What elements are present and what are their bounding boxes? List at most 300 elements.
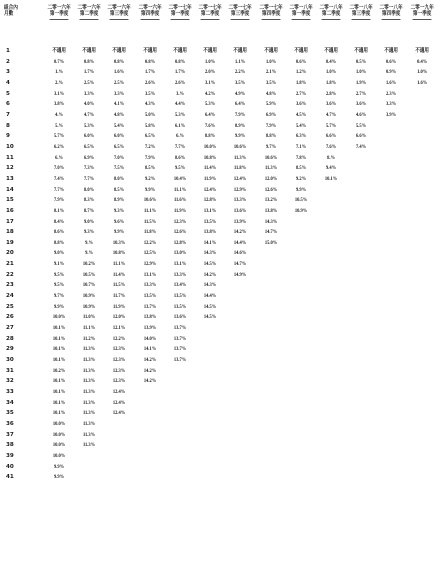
rate-cell bbox=[289, 344, 314, 355]
rate-cell: 4.8% bbox=[114, 111, 125, 118]
rate-cell bbox=[379, 419, 404, 430]
rate-cell: 9.9% bbox=[144, 186, 155, 193]
rate-cell bbox=[409, 398, 434, 409]
rate-cell: 8.8% bbox=[265, 133, 276, 140]
rate-cell bbox=[289, 408, 314, 419]
rate-cell bbox=[258, 259, 283, 270]
month-number-cell: 37 bbox=[6, 431, 14, 438]
month-number-cell: 15 bbox=[6, 197, 14, 204]
rate-cell: 14.3% bbox=[264, 218, 277, 225]
quarter-season-label bbox=[288, 11, 314, 19]
rate-cell: 5.0% bbox=[144, 111, 155, 118]
table-row bbox=[4, 323, 437, 334]
rate-cell: 7.0% bbox=[114, 154, 125, 161]
rate-cell bbox=[349, 153, 374, 164]
rate-cell: 13.4% bbox=[173, 282, 187, 289]
rate-cell: 9.9% bbox=[53, 303, 65, 310]
rate-cell: 9.0% bbox=[84, 218, 95, 225]
rate-cell bbox=[289, 430, 314, 441]
quarter-column-header bbox=[288, 5, 314, 29]
rate-cell: 3.3% bbox=[84, 90, 95, 97]
rate-cell bbox=[379, 334, 404, 345]
rate-cell: 6.0% bbox=[114, 133, 125, 140]
rate-cell bbox=[379, 451, 404, 462]
rate-cell bbox=[319, 430, 344, 441]
rate-cell: 4.3% bbox=[144, 101, 155, 108]
rate-cell bbox=[379, 227, 404, 238]
rate-cell bbox=[289, 291, 314, 302]
rate-cell: 11.5% bbox=[113, 282, 126, 289]
quarter-season-label bbox=[137, 11, 163, 19]
vintage-delinquency-table bbox=[4, 5, 437, 483]
rate-cell: 11.3% bbox=[83, 399, 96, 406]
month-number-cell: 30 bbox=[6, 357, 14, 364]
rate-cell: 12.3% bbox=[113, 346, 126, 353]
rate-cell: 13.5% bbox=[203, 218, 217, 225]
rate-cell: 13.9% bbox=[143, 325, 156, 332]
rate-cell bbox=[77, 462, 102, 473]
month-number-cell: 35 bbox=[6, 410, 14, 417]
rate-cell bbox=[379, 302, 404, 313]
rate-cell: 9.3% bbox=[114, 207, 125, 214]
rate-cell: 7.3% bbox=[84, 165, 95, 172]
rate-cell bbox=[228, 472, 253, 483]
rate-cell: 9.2% bbox=[144, 175, 155, 182]
rate-cell bbox=[228, 451, 253, 462]
rate-cell: 13.8% bbox=[203, 229, 217, 236]
rate-cell: 7.2% bbox=[144, 143, 155, 150]
rate-cell bbox=[379, 344, 404, 355]
rate-cell: 10.1% bbox=[52, 389, 66, 395]
quarter-column-header bbox=[379, 5, 405, 29]
rate-cell: 12.8% bbox=[173, 239, 187, 246]
rate-cell: 13.6% bbox=[234, 207, 247, 214]
table-row bbox=[4, 419, 437, 430]
rate-cell bbox=[319, 185, 344, 196]
rate-cell: 13.6% bbox=[173, 314, 187, 321]
rate-cell: 13.1% bbox=[143, 271, 156, 278]
rate-cell: 11.3% bbox=[83, 357, 96, 364]
rate-cell: 3.3% bbox=[386, 101, 397, 108]
month-number-cell: 2 bbox=[6, 58, 10, 65]
rate-cell: 9.9% bbox=[114, 229, 125, 236]
rate-cell: 9.7% bbox=[265, 143, 276, 150]
rate-cell bbox=[258, 387, 283, 398]
rate-cell: 14.5% bbox=[203, 261, 217, 268]
rate-cell bbox=[409, 227, 434, 238]
rate-cell bbox=[319, 472, 344, 483]
rate-cell bbox=[258, 430, 283, 441]
month-number-cell: 5 bbox=[6, 90, 10, 97]
month-header-line-2: 月數 bbox=[4, 11, 14, 18]
rate-cell: 10.7% bbox=[83, 282, 96, 289]
rate-cell bbox=[107, 462, 132, 473]
rate-cell: 6.5% bbox=[114, 143, 125, 150]
rate-cell: 10.4% bbox=[173, 175, 187, 182]
rate-cell bbox=[319, 462, 344, 473]
rate-cell: 6.9% bbox=[84, 154, 95, 161]
rate-cell: 13.3% bbox=[143, 282, 156, 289]
rate-cell: 15.0% bbox=[264, 239, 277, 246]
rate-cell: 0.4% bbox=[416, 58, 427, 65]
rate-cell: 4.2% bbox=[205, 90, 216, 97]
rate-cell bbox=[258, 270, 283, 281]
rate-cell bbox=[289, 366, 314, 377]
quarter-season-text: 第二季度 bbox=[80, 11, 99, 19]
quarter-year-label: 二零一七年 bbox=[198, 5, 222, 11]
rate-cell: 9.5% bbox=[53, 282, 65, 289]
table-row bbox=[4, 195, 437, 206]
table-row bbox=[4, 99, 437, 110]
rate-cell: 14.3% bbox=[203, 250, 217, 257]
rate-cell: 4.% bbox=[55, 111, 63, 118]
rate-cell: 2.7% bbox=[295, 90, 306, 97]
rate-cell: 11.3% bbox=[83, 367, 96, 374]
month-number-cell: 41 bbox=[6, 474, 14, 481]
rate-cell: 7.4% bbox=[53, 175, 65, 182]
rate-cell: 12.9% bbox=[143, 261, 156, 268]
rate-cell bbox=[409, 344, 434, 355]
rate-cell bbox=[258, 462, 283, 473]
rate-cell bbox=[379, 387, 404, 398]
rate-cell: 2.0% bbox=[205, 69, 216, 76]
rate-cell bbox=[319, 376, 344, 387]
rate-cell bbox=[137, 440, 162, 451]
rate-cell bbox=[379, 440, 404, 451]
rate-cell: 1.6% bbox=[416, 79, 427, 86]
rate-cell: 1.1% bbox=[235, 58, 246, 65]
rate-cell: 13.7% bbox=[173, 346, 187, 353]
month-number-cell: 32 bbox=[6, 378, 14, 385]
rate-cell: 4.9% bbox=[235, 90, 246, 97]
rate-cell bbox=[198, 344, 223, 355]
rate-cell bbox=[319, 195, 344, 206]
quarter-season-label bbox=[167, 11, 193, 19]
rate-cell: 12.8% bbox=[203, 197, 217, 204]
rate-cell: 14.2% bbox=[143, 367, 156, 374]
rate-cell: 10.1% bbox=[324, 175, 338, 182]
rate-cell bbox=[198, 451, 223, 462]
rate-cell bbox=[137, 472, 162, 483]
rate-cell: 不適用 bbox=[324, 48, 338, 54]
rate-cell: 10.9% bbox=[83, 293, 96, 300]
rate-cell: 0.5% bbox=[356, 58, 367, 65]
rate-cell: 12.5% bbox=[143, 250, 156, 257]
rate-cell bbox=[379, 217, 404, 228]
quarter-column-header bbox=[137, 5, 163, 29]
rate-cell bbox=[349, 419, 374, 430]
rate-cell: 5.8% bbox=[144, 122, 155, 129]
month-number-cell: 23 bbox=[6, 282, 14, 289]
rate-cell: 11.9% bbox=[204, 175, 217, 182]
rate-cell bbox=[409, 419, 434, 430]
rate-cell: 14.1% bbox=[143, 346, 156, 353]
rate-cell: 9.% bbox=[85, 250, 94, 257]
quarter-season-label bbox=[106, 11, 132, 19]
rate-cell: 1.% bbox=[55, 69, 63, 76]
rate-cell: 12.6% bbox=[173, 229, 187, 236]
rate-cell: 0.8% bbox=[144, 58, 155, 65]
rate-cell bbox=[289, 462, 314, 473]
rate-cell bbox=[258, 440, 283, 451]
rate-cell: 2.6% bbox=[144, 79, 155, 86]
rate-cell bbox=[379, 163, 404, 174]
rate-cell: 12.1% bbox=[113, 325, 126, 332]
table-row bbox=[4, 270, 437, 281]
rate-cell bbox=[319, 344, 344, 355]
quarter-column-header bbox=[258, 5, 284, 29]
rate-cell: 3.8% bbox=[53, 101, 65, 108]
rate-cell bbox=[409, 270, 434, 281]
rate-cell bbox=[409, 302, 434, 313]
rate-cell: 9.% bbox=[85, 239, 94, 246]
rate-cell: 0.6% bbox=[295, 58, 306, 65]
rate-cell bbox=[379, 312, 404, 323]
rate-cell: 1.0% bbox=[416, 69, 427, 76]
rate-cell: 1.7% bbox=[144, 69, 155, 76]
table-row bbox=[4, 291, 437, 302]
rate-cell: 4.4% bbox=[174, 101, 186, 108]
rate-cell: 0.4% bbox=[326, 58, 337, 65]
rate-cell bbox=[289, 227, 314, 238]
rate-cell: 3.3% bbox=[114, 90, 125, 97]
table-row bbox=[4, 376, 437, 387]
rate-cell bbox=[289, 302, 314, 313]
table-row bbox=[4, 57, 437, 68]
rate-cell: 14.4% bbox=[203, 293, 217, 300]
rate-cell: 14.2% bbox=[203, 271, 217, 278]
rate-cell bbox=[319, 419, 344, 430]
rate-cell: 0.9% bbox=[386, 69, 397, 76]
rate-cell bbox=[349, 227, 374, 238]
rate-cell bbox=[379, 270, 404, 281]
rate-cell: 12.3% bbox=[113, 378, 126, 385]
rate-cell bbox=[319, 312, 344, 323]
rate-cell: 8.5% bbox=[144, 165, 155, 172]
rate-cell: 7.4% bbox=[356, 143, 367, 150]
rate-cell bbox=[289, 217, 314, 228]
rate-cell bbox=[349, 355, 374, 366]
rate-cell bbox=[409, 355, 434, 366]
rate-cell: 14.0% bbox=[143, 335, 156, 342]
rate-cell: 7.7% bbox=[53, 186, 65, 193]
month-number-cell: 8 bbox=[6, 122, 10, 129]
table-row bbox=[4, 334, 437, 345]
rate-cell: 11.1% bbox=[83, 325, 96, 332]
rate-cell: 6.0% bbox=[84, 133, 95, 140]
rate-cell bbox=[349, 472, 374, 483]
rate-cell: 7.7% bbox=[174, 143, 186, 150]
table-row bbox=[4, 67, 437, 78]
table-row bbox=[4, 430, 437, 441]
rate-cell bbox=[349, 430, 374, 441]
rate-cell: 12.4% bbox=[203, 186, 217, 193]
table-row bbox=[4, 280, 437, 291]
rate-cell: 8.5% bbox=[295, 165, 306, 172]
rate-cell: 1.0% bbox=[205, 58, 216, 65]
rate-cell bbox=[409, 99, 434, 110]
rate-cell: 3.6% bbox=[356, 101, 367, 108]
rate-cell bbox=[137, 451, 162, 462]
rate-cell: 4.7% bbox=[326, 111, 337, 118]
rate-cell bbox=[319, 355, 344, 366]
rate-cell: 1.7% bbox=[174, 69, 186, 76]
rate-cell bbox=[168, 366, 193, 377]
rate-cell bbox=[409, 280, 434, 291]
rate-cell: 不適用 bbox=[52, 48, 66, 54]
rate-cell: 8.8% bbox=[205, 133, 216, 140]
month-number-cell: 14 bbox=[6, 186, 14, 193]
rate-cell: 10.1% bbox=[52, 399, 66, 406]
rate-cell: 13.1% bbox=[173, 261, 187, 268]
rate-cell: 6.4% bbox=[205, 111, 216, 118]
rate-cell: 不適用 bbox=[354, 48, 369, 54]
rate-cell bbox=[228, 387, 253, 398]
rate-cell bbox=[319, 248, 344, 259]
rate-cell: 5.3% bbox=[205, 101, 216, 108]
rate-cell bbox=[289, 259, 314, 270]
rate-cell bbox=[168, 387, 193, 398]
rate-cell bbox=[409, 195, 434, 206]
rate-cell: 不適用 bbox=[173, 48, 187, 54]
rate-cell: 13.3% bbox=[234, 197, 247, 204]
rate-cell: 4.1% bbox=[114, 101, 125, 108]
rate-cell: 10.2% bbox=[52, 367, 66, 374]
table-row bbox=[4, 408, 437, 419]
rate-cell: 8.6% bbox=[174, 154, 186, 161]
rate-cell bbox=[379, 398, 404, 409]
rate-cell bbox=[379, 376, 404, 387]
rate-cell: 10.1% bbox=[52, 410, 66, 417]
rate-cell: 9.5% bbox=[174, 165, 186, 172]
table-row bbox=[4, 163, 437, 174]
rate-cell bbox=[409, 217, 434, 228]
rate-cell bbox=[349, 323, 374, 334]
rate-cell: 11.8% bbox=[234, 165, 247, 172]
rate-cell: 11.9% bbox=[173, 207, 187, 214]
rate-cell bbox=[289, 280, 314, 291]
rate-cell bbox=[258, 366, 283, 377]
quarter-column-header bbox=[409, 5, 435, 29]
rate-cell: 9.0% bbox=[53, 250, 65, 257]
quarter-year-label: 二零一六年 bbox=[107, 5, 132, 11]
rate-cell: 7.7% bbox=[84, 175, 95, 182]
rate-cell bbox=[349, 163, 374, 174]
rate-cell: 2.7% bbox=[356, 90, 367, 97]
rate-cell: 12.6% bbox=[264, 186, 277, 193]
month-number-cell: 16 bbox=[6, 207, 14, 214]
rate-cell bbox=[107, 430, 132, 441]
rate-cell: 9.4% bbox=[326, 165, 337, 172]
rate-cell bbox=[168, 408, 193, 419]
quarter-year-label: 二零一九年 bbox=[410, 5, 434, 11]
rate-cell bbox=[198, 355, 223, 366]
table-row bbox=[4, 344, 437, 355]
rate-cell bbox=[289, 238, 314, 249]
rate-cell bbox=[258, 334, 283, 345]
rate-cell: 11.3% bbox=[264, 165, 277, 172]
rate-cell bbox=[349, 291, 374, 302]
rate-cell: 1.8% bbox=[326, 79, 337, 86]
rate-cell bbox=[379, 153, 404, 164]
rate-cell: 14.2% bbox=[234, 229, 247, 236]
rate-cell bbox=[228, 280, 253, 291]
rate-cell: 11.3% bbox=[83, 378, 96, 385]
rate-cell: 14.7% bbox=[264, 229, 277, 236]
table-row bbox=[4, 355, 437, 366]
rate-cell: 0.8% bbox=[114, 58, 125, 65]
quarter-column-header bbox=[318, 5, 344, 29]
rate-cell bbox=[379, 238, 404, 249]
table-row bbox=[4, 259, 437, 270]
rate-cell: 10.0% bbox=[52, 431, 66, 438]
rate-cell: 8.9% bbox=[235, 122, 246, 129]
rate-cell: 12.0% bbox=[113, 314, 126, 321]
rate-cell bbox=[349, 387, 374, 398]
rate-cell: 10.9% bbox=[294, 207, 308, 214]
rate-cell bbox=[319, 227, 344, 238]
rate-cell: 9.9% bbox=[53, 463, 65, 470]
rate-cell: 4.7% bbox=[84, 111, 95, 118]
rate-cell bbox=[349, 185, 374, 196]
month-number-cell: 9 bbox=[6, 133, 10, 140]
quarter-year-label: 二零一六年 bbox=[138, 5, 162, 11]
rate-cell: 10.8% bbox=[203, 154, 217, 161]
rate-cell bbox=[228, 355, 253, 366]
quarter-season-label bbox=[348, 11, 374, 19]
rate-cell: 10.3% bbox=[113, 239, 126, 246]
rate-cell bbox=[228, 408, 253, 419]
table-row bbox=[4, 142, 437, 153]
rate-cell: 8.9% bbox=[114, 197, 125, 204]
table-row bbox=[4, 312, 437, 323]
month-number-cell: 36 bbox=[6, 420, 14, 427]
rate-cell: 11.2% bbox=[83, 335, 96, 342]
rate-cell: 13.7% bbox=[143, 303, 156, 310]
rate-cell bbox=[258, 323, 283, 334]
rate-cell bbox=[409, 323, 434, 334]
rate-cell: 9.5% bbox=[53, 271, 65, 278]
rate-cell bbox=[168, 462, 193, 473]
rate-cell bbox=[137, 398, 162, 409]
quarter-year-label: 二零一七年 bbox=[168, 5, 192, 11]
rate-cell: 2.3% bbox=[386, 90, 397, 97]
rate-cell bbox=[379, 121, 404, 132]
rate-cell: 5.4% bbox=[114, 122, 125, 129]
rate-cell: 6.4% bbox=[235, 101, 246, 108]
rate-cell bbox=[258, 280, 283, 291]
month-number-cell: 17 bbox=[6, 218, 14, 225]
table-row bbox=[4, 248, 437, 259]
rate-cell: 10.1% bbox=[52, 335, 66, 342]
rate-cell: 5.3% bbox=[174, 111, 186, 118]
rate-cell bbox=[289, 312, 314, 323]
rate-cell bbox=[409, 121, 434, 132]
month-number-cell: 29 bbox=[6, 346, 14, 353]
rate-cell: 不適用 bbox=[142, 48, 157, 54]
rate-cell bbox=[198, 376, 223, 387]
rate-cell bbox=[379, 472, 404, 483]
rate-cell: 7.5% bbox=[114, 165, 125, 172]
table-row bbox=[4, 110, 437, 121]
rate-cell: 6.3% bbox=[295, 133, 306, 140]
rate-cell: 13.8% bbox=[264, 207, 277, 214]
month-number-cell: 22 bbox=[6, 271, 14, 278]
table-row bbox=[4, 206, 437, 217]
rate-cell bbox=[289, 387, 314, 398]
rate-cell: 1.9% bbox=[356, 79, 367, 86]
rate-cell: 5.% bbox=[55, 122, 63, 129]
